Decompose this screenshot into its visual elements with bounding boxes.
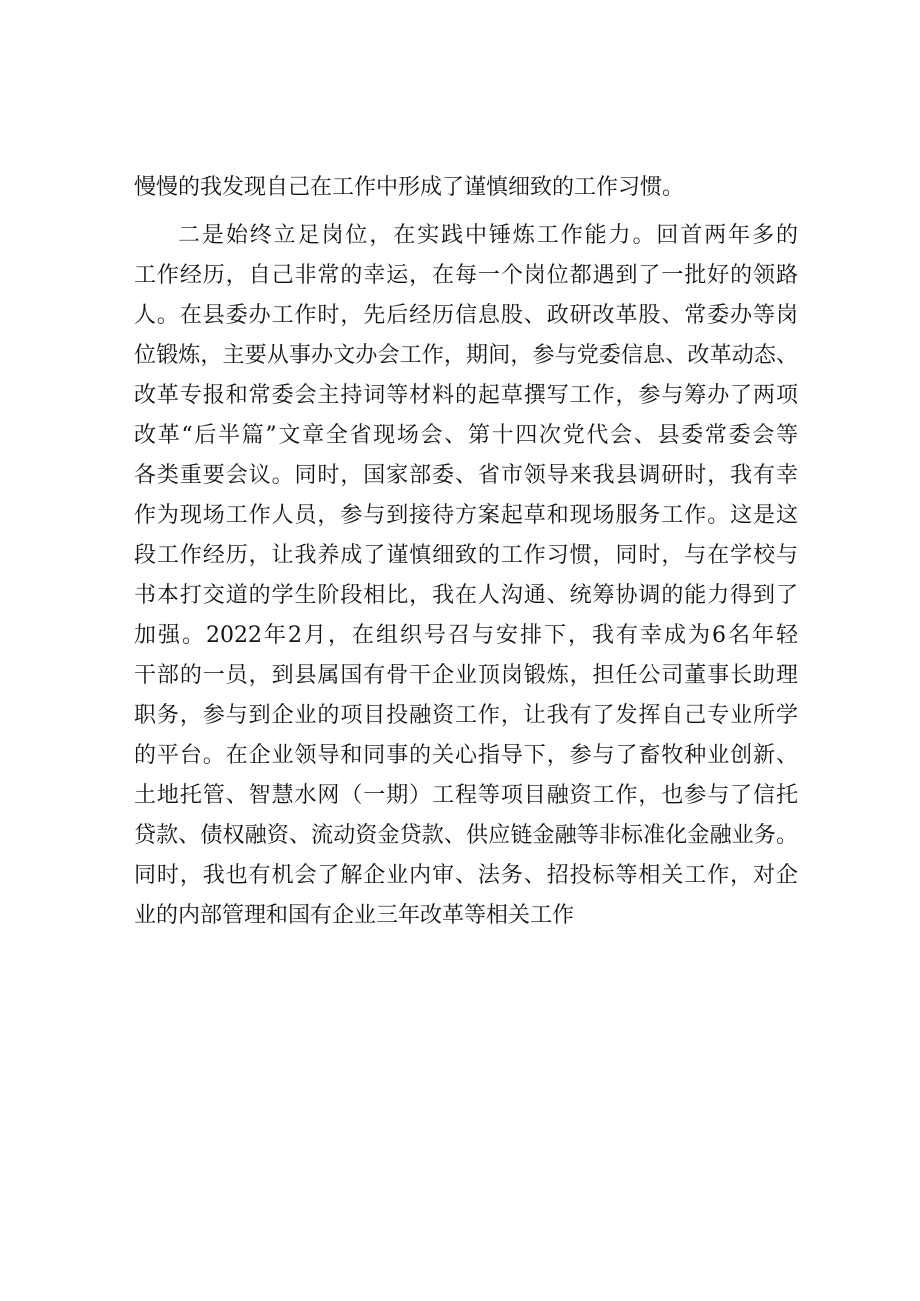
- paragraph-spacer: [134, 208, 798, 216]
- document-body: [134, 168, 798, 936]
- text-line: 贷款、债权融资、流动资金贷款、供应链金融等非标准化金融业务。: [134, 823, 798, 848]
- text-line-indented: 二是始终立足岗位，在实践中锤炼工作能力。回首两年多的: [178, 223, 798, 248]
- text-line: 职务，参与到企业的项目投融资工作，让我有了发挥自己专业所学: [134, 703, 798, 728]
- text-line: 书本打交道的学生阶段相比，我在人沟通、统筹协调的能力得到了: [134, 583, 798, 608]
- text-line: 业的内部管理和国有企业三年改革等相关工作: [134, 903, 575, 928]
- text-line: 土地托管、智慧水网（一期）工程等项目融资工作，也参与了信托: [134, 783, 798, 808]
- paragraph-2: [134, 216, 798, 936]
- paragraph-1: [134, 168, 798, 208]
- text-line: 人。在县委办工作时，先后经历信息股、政研改革股、常委办等岗: [134, 303, 798, 328]
- text-line: 改革专报和常委会主持词等材料的起草撰写工作，参与筹办了两项: [134, 383, 798, 408]
- text-line: 慢慢的我发现自己在工作中形成了谨慎细致的工作习惯。: [134, 175, 685, 200]
- text-line: 同时，我也有机会了解企业内审、法务、招投标等相关工作，对企: [134, 863, 798, 888]
- text-line: 位锻炼，主要从事办文办会工作，期间，参与党委信息、改革动态、: [134, 343, 798, 368]
- text-line: 作为现场工作人员，参与到接待方案起草和现场服务工作。这是这: [134, 503, 798, 528]
- text-line: 段工作经历，让我养成了谨慎细致的工作习惯，同时，与在学校与: [134, 543, 798, 568]
- text-line: 工作经历，自己非常的幸运，在每一个岗位都遇到了一批好的领路: [134, 263, 798, 288]
- text-line: 干部的一员，到县属国有骨干企业顶岗锻炼，担任公司董事长助理: [134, 663, 798, 688]
- text-line: 各类重要会议。同时，国家部委、省市领导来我县调研时，我有幸: [134, 463, 798, 488]
- text-line: 加强。2022年2月，在组织号召与安排下，我有幸成为6名年轻: [134, 623, 798, 648]
- text-line: 改革“后半篇”文章全省现场会、第十四次党代会、县委常委会等: [134, 423, 798, 448]
- text-line: 的平台。在企业领导和同事的关心指导下，参与了畜牧种业创新、: [134, 743, 798, 768]
